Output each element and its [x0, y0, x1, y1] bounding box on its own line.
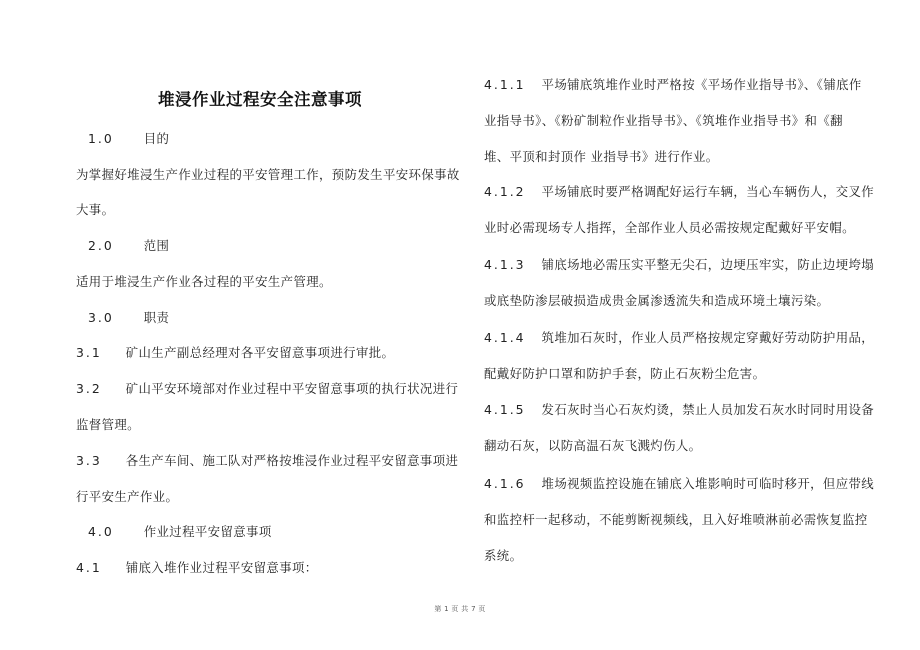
clause-4-1-5: 4.1.5 发石灰时当心石灰灼烫，禁止人员加发石灰水时同时用设备 [484, 402, 875, 417]
paragraph-line: 适用于堆浸生产作业各过程的平安生产管理。 [76, 274, 332, 289]
document-title: 堆浸作业过程安全注意事项 [158, 90, 362, 109]
clause-3-1: 3.1 矿山生产副总经理对各平安留意事项进行审批。 [76, 345, 395, 360]
paragraph-line: 为掌握好堆浸生产作业过程的平安管理工作，预防发生平安环保事故 [76, 167, 460, 182]
clause-4-1: 4.1 铺底入堆作业过程平安留意事项： [76, 560, 318, 575]
clause-4-1-6: 4.1.6 堆场视频监控设施在铺底入堆影响时可临时移开，但应带线 [484, 476, 875, 491]
paragraph-line: 监督管理。 [76, 417, 140, 432]
section-heading-3: 3.0 职责 [88, 310, 170, 325]
paragraph-line: 翻动石灰，以防高温石灰飞溅灼伤人。 [484, 438, 702, 453]
clause-3-3: 3.3 各生产车间、施工队对严格按堆浸作业过程平安留意事项进 [76, 453, 459, 468]
paragraph-line: 系统。 [484, 548, 523, 563]
section-heading-2: 2.0 范围 [88, 238, 170, 253]
page-footer: 第 1 页 共 7 页 [434, 605, 486, 613]
paragraph-line: 行平安生产作业。 [76, 489, 179, 504]
clause-3-2: 3.2 矿山平安环境部对作业过程中平安留意事项的执行状况进行 [76, 381, 459, 396]
paragraph-line: 业时必需现场专人指挥，全部作业人员必需按规定配戴好平安帽。 [484, 220, 855, 235]
clause-4-1-3: 4.1.3 铺底场地必需压实平整无尖石，边埂压牢实，防止边埂垮塌 [484, 257, 875, 272]
paragraph-line: 和监控杆一起移动，不能剪断视频线，且入好堆喷淋前必需恢复监控 [484, 512, 868, 527]
section-heading-4: 4.0 作业过程平安留意事项 [88, 524, 272, 539]
paragraph-line: 大事。 [76, 202, 115, 217]
section-heading-1: 1.0 目的 [88, 131, 170, 146]
paragraph-line: 或底垫防渗层破损造成贵金属渗透流失和造成环境土壤污染。 [484, 293, 830, 308]
paragraph-line: 配戴好防护口罩和防护手套，防止石灰粉尘危害。 [484, 366, 766, 381]
clause-4-1-4: 4.1.4 筑堆加石灰时，作业人员严格按规定穿戴好劳动防护用品， [484, 330, 875, 345]
clause-4-1-2: 4.1.2 平场铺底时要严格调配好运行车辆，当心车辆伤人，交叉作 [484, 184, 875, 199]
paragraph-line: 堆、平顶和封顶作 业指导书》进行作业。 [484, 149, 719, 164]
paragraph-line: 业指导书》、《粉矿制粒作业指导书》、《筑堆作业指导书》和《翻 [484, 113, 843, 128]
clause-4-1-1: 4.1.1 平场铺底筑堆作业时严格按《平场作业指导书》、《铺底作 [484, 77, 862, 92]
